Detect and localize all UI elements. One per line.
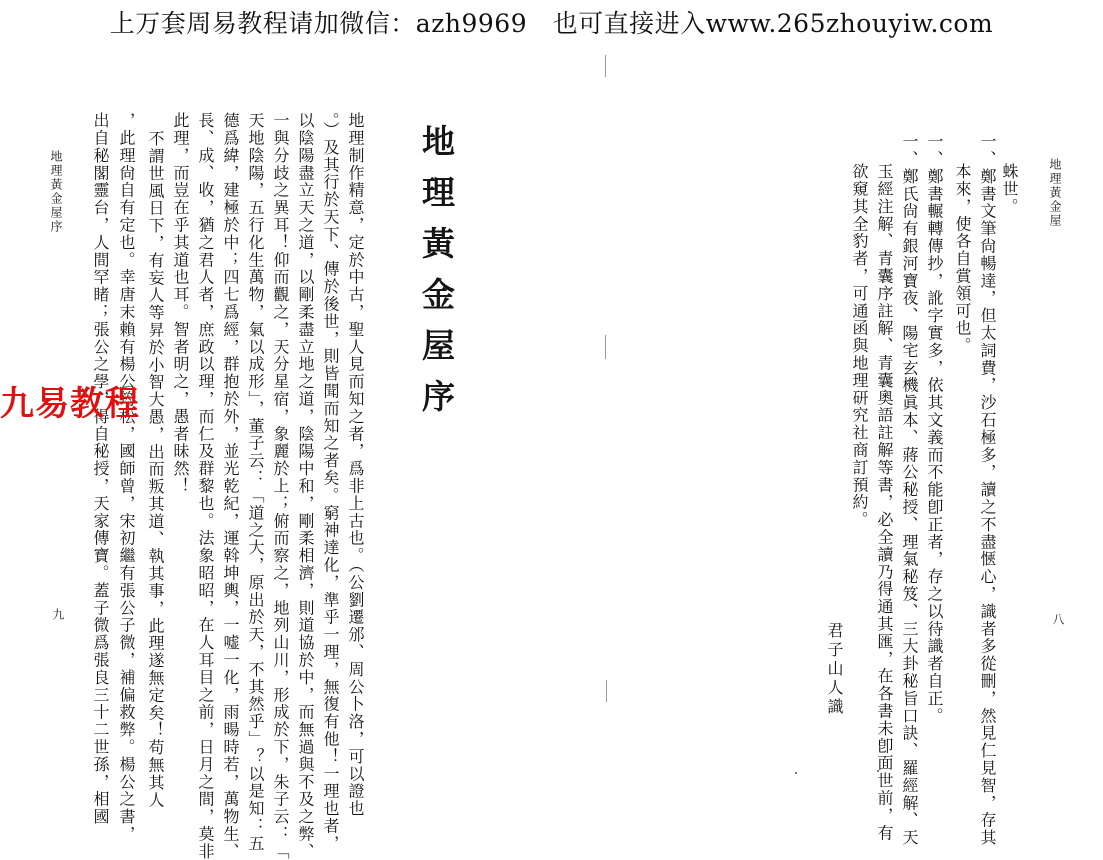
top-watermark-banner: 上万套周易教程请加微信：azh9969 也可直接进入www.265zhouyiw.com xyxy=(109,9,994,38)
right-text-column: 一、鄭氏尙有銀河寶夜、陽宅玄機眞本、蔣公秘授、理氣秘笈、三大卦秘旨口訣、羅經解、天 xyxy=(900,133,919,847)
gutter-mark xyxy=(606,680,607,702)
left-text-column: 出自秘閣靈台，人間罕睹；張公之學，得自秘授，天家傳寶。蓋子微爲張良三十二世孫，相國 xyxy=(91,112,110,826)
running-head-left: 地理黃金屋序 xyxy=(49,150,63,234)
signature: 君子山人識 xyxy=(825,622,844,717)
left-text-column: 。）及其行於天下、傳於後世，則皆聞而知之者矣。窮神達化，準乎一理，無復有他！一理也者， xyxy=(321,112,340,853)
left-text-column: 不謂世風日下，有妄人等昇於小智大愚，出而叛其道、執其事，此理遂無定矣！苟無其人 xyxy=(146,130,165,809)
gutter-mark xyxy=(605,335,606,359)
running-head-right: 地理黃金屋 xyxy=(1048,158,1062,228)
page-number-right: 八 xyxy=(1051,613,1065,625)
left-text-column: 德爲緯，建極於中；四七爲經，群抱於外，並光乾紀，運斡坤輿，一嘘一化，雨暘時若，萬物生、 xyxy=(221,112,240,860)
right-text-column: 玉經注解、青囊序註解、青囊奧語註解等書，必全讀乃得通其匯，在各書未卽面世前，有 xyxy=(875,163,894,842)
left-text-column: 長、成、收，猶之君人者，庶政以理，而仁及群黎也。法象昭昭，在人耳目之前，日月之間，莫非 xyxy=(196,112,215,860)
left-text-column: 此理，而豈在乎其道也耳。智者明之，愚者昧然！ xyxy=(171,112,190,495)
left-text-column: 天地陰陽，五行化生萬物，氣以成形」，董子云：「道之大，原出於天，不其然乎」？以是知：五 xyxy=(246,112,265,853)
red-watermark-stamp: 九易教程 xyxy=(0,384,140,424)
left-text-column: 地理制作精意，定於中古，聖人見而知之者，爲非上古也。（公劉遷邠、周公卜洛，可以證也 xyxy=(346,112,365,818)
left-text-column: 以陰陽盡立天之道，以剛柔盡立地之道，陰陽中和，剛柔相濟，則道協於中，而無過與不及之弊、 xyxy=(296,112,315,860)
right-text-column: 一、鄭書文筆尙暢達，但太詞費，沙石極多，讀之不盡愜心，識者多從刪，然見仁見智，存其 xyxy=(978,133,997,847)
right-text-column: 欲窺其全豹者，可通函與地理研究社商訂預約。 xyxy=(850,163,869,529)
right-text-column: 一、鄭書輾轉傳抄，訛字實多，依其文義而不能卽正者，存之以待識者自正。 xyxy=(925,133,944,725)
scan-speck xyxy=(795,772,797,774)
gutter-mark xyxy=(605,55,606,77)
right-text-column: 蛛世。 xyxy=(1000,163,1019,216)
left-text-column: 一與分歧之異耳！仰而觀之，天分星宿，象麗於上；俯而察之，地列山川，形成於下，朱子云：「 xyxy=(271,112,290,860)
left-text-column: ，此理尙自有定也。幸唐末賴有楊公筠松，國師曾，宋初繼有張公子微，補偏救弊。楊公之書， xyxy=(117,112,136,843)
preface-title: 地理黃金屋序 xyxy=(417,124,456,430)
right-text-column: 本來，使各自賞領可也。 xyxy=(953,163,972,355)
page-number-left: 九 xyxy=(51,608,65,620)
